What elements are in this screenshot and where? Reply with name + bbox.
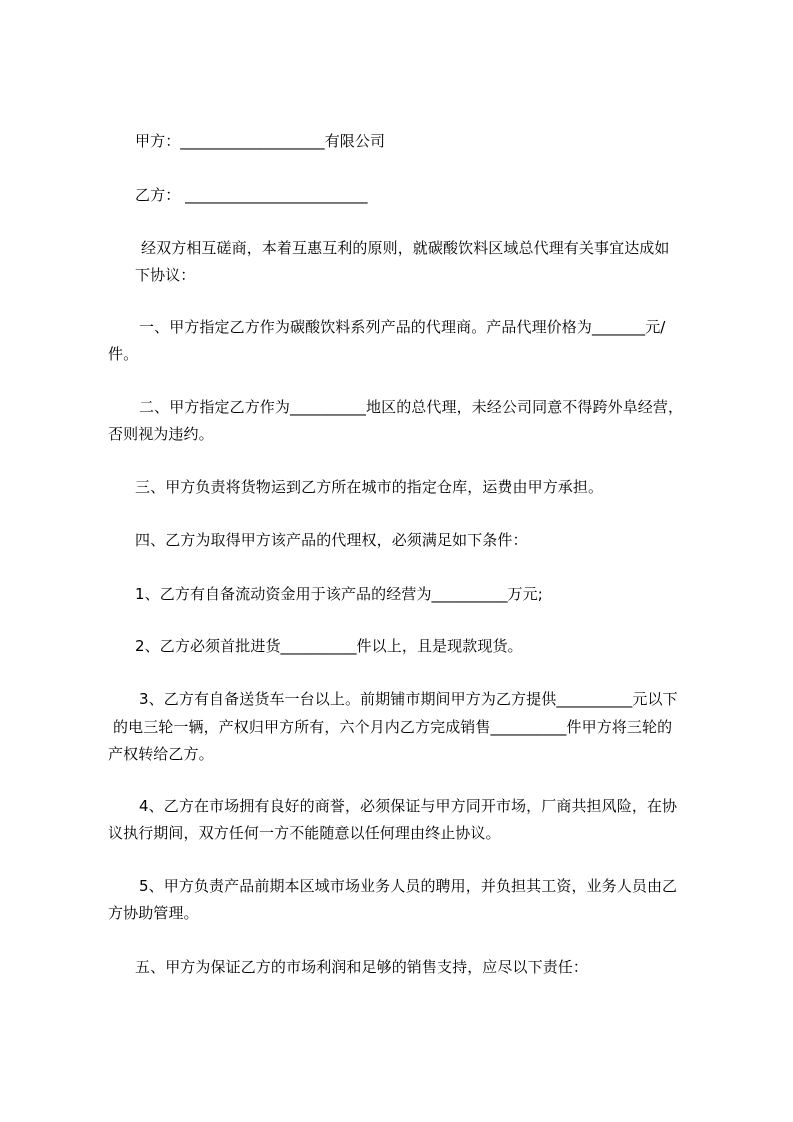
clause-1-line-1: 一、甲方指定乙方作为碳酸饮料系列产品的代理商。产品代理价格为_______元/ bbox=[139, 318, 666, 336]
item-3-line-3: 产权转给乙方。 bbox=[108, 745, 214, 763]
item-2: 2、乙方必须首批进货__________件以上，且是现款现货。 bbox=[135, 637, 523, 655]
item-1: 1、乙方有自备流动资金用于该产品的经营为__________万元; bbox=[135, 585, 543, 603]
item-4-line-1: 4、乙方在市场拥有良好的商誉，必须保证与甲方同开市场，厂商共担风险，在协 bbox=[139, 797, 678, 815]
item-5-line-1: 5、甲方负责产品前期本区域市场业务人员的聘用，并负担其工资，业务人员由乙 bbox=[139, 877, 678, 895]
clause-3: 三、甲方负责将货物运到乙方所在城市的指定仓库，运费由甲方承担。 bbox=[135, 478, 604, 496]
clause-1-line-2: 件。 bbox=[108, 345, 139, 363]
clause-2-line-2: 否则视为违约。 bbox=[108, 425, 214, 443]
clause-2-line-1: 二、甲方指定乙方作为__________地区的总代理，未经公司同意不得跨外阜经营， bbox=[139, 398, 684, 416]
party-b-line: 乙方： ________________________ bbox=[135, 186, 368, 204]
item-3-line-2: 的电三轮一辆，产权归甲方所有，六个月内乙方完成销售__________件甲方将三轮的 bbox=[113, 718, 673, 736]
clause-4: 四、乙方为取得甲方该产品的代理权，必须满足如下条件： bbox=[135, 531, 528, 549]
item-4-line-2: 议执行期间，双方任何一方不能随意以任何理由终止协议。 bbox=[108, 824, 501, 842]
intro-line-2: 下协议： bbox=[135, 266, 196, 284]
intro-line-1: 经双方相互磋商，本着互惠互利的原则，就碳酸饮料区域总代理有关事宜达成如 bbox=[141, 239, 670, 257]
party-a-line: 甲方：___________________有限公司 bbox=[135, 132, 386, 150]
item-5-line-2: 方协助管理。 bbox=[108, 904, 199, 922]
item-3-line-1: 3、乙方有自备送货车一台以上。前期铺市期间甲方为乙方提供__________元以下 bbox=[139, 690, 678, 708]
clause-5: 五、甲方为保证乙方的市场利润和足够的销售支持，应尽以下责任： bbox=[135, 958, 589, 976]
